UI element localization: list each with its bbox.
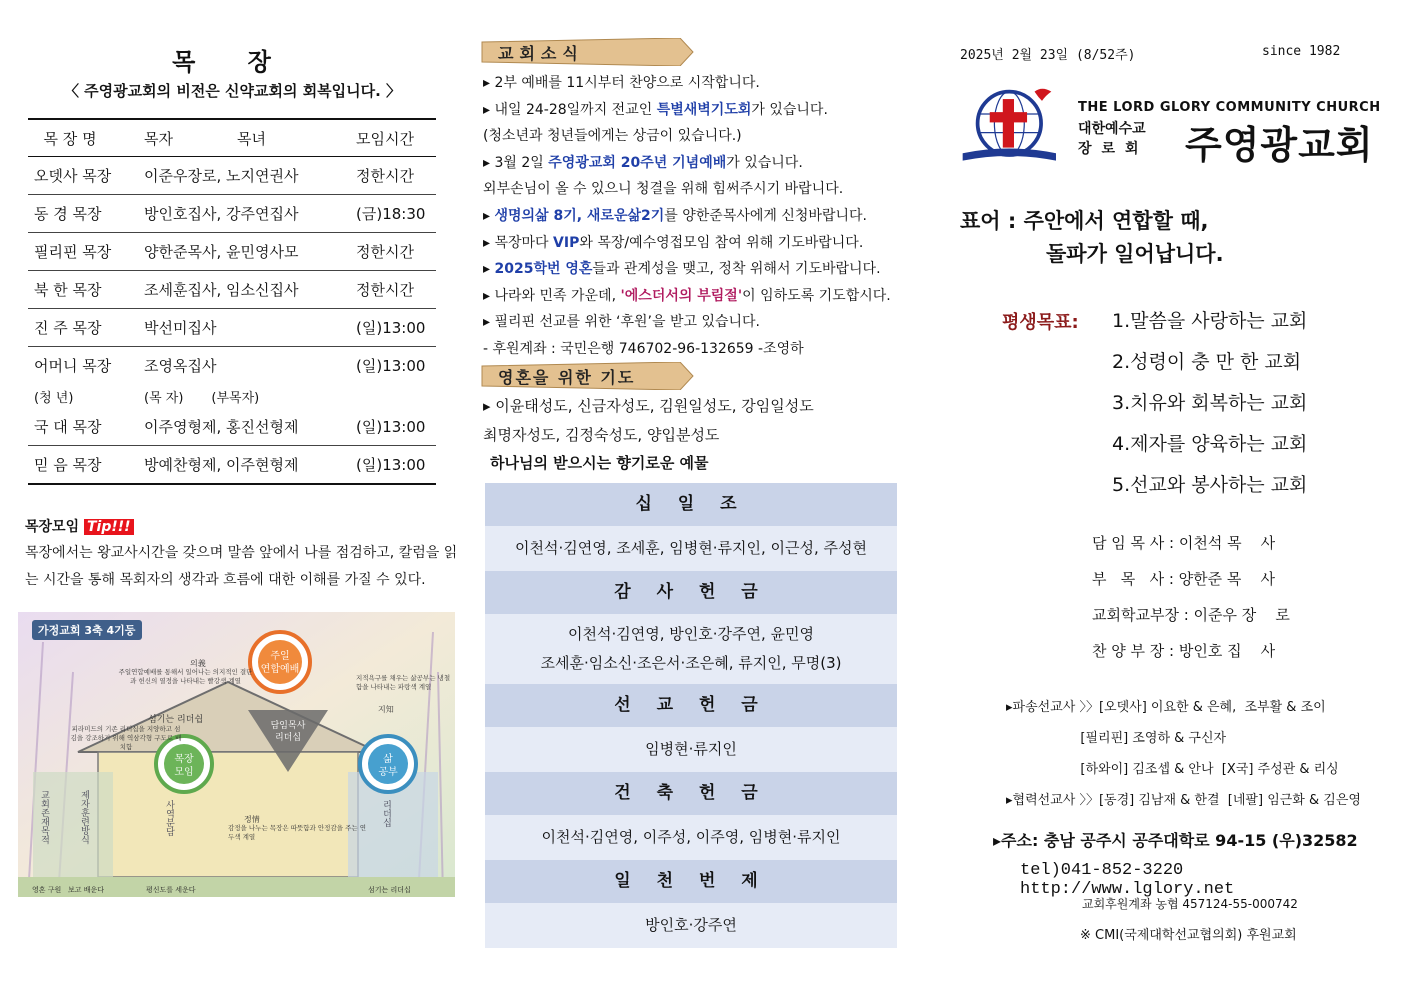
table-row: 필리핀 목장 양한준목사, 윤민영사모 정한시간 [28, 233, 436, 271]
news-item: ▸ 나라와 민족 가운데, '에스더서의 부림절'이 임하도록 기도합시다. [483, 287, 891, 304]
table-row: 진 주 목장 박선미집사 (일)13:00 [28, 309, 436, 347]
missionary-line: ▸파송선교사 〉〉[오뎃사] 이요한 & 은혜, 조부활 & 조이 [1006, 700, 1326, 715]
news-item: 외부손님이 올 수 있으니 청결을 위해 힘써주시기 바랍니다. [483, 181, 844, 198]
offering-line: 이천석·김연영, 이주성, 이주영, 임병현·류지인 [541, 828, 841, 846]
church-logo-icon [958, 86, 1070, 170]
offering-title: 일 천 번 제 [485, 860, 897, 903]
header-name: 목 장 명 [28, 119, 138, 157]
goal-item: 3.치유와 회복하는 교회 [1112, 392, 1308, 414]
note-leader: 섬기는 리더쉽 [148, 715, 204, 725]
church-name-english: THE LORD GLORY COMMUNITY CHURCH [1078, 100, 1381, 115]
note-mokjang: 감정을 나누는 목장은 따뜻함과 안정감을 주는 연두색 계열 [228, 824, 366, 841]
goal-item: 5.선교와 봉사하는 교회 [1112, 474, 1308, 496]
missionary-line: [하와이] 김조셉 & 안나 [X국] 주성관 & 리싱 [1006, 762, 1339, 777]
youth-subheader: (청 년) (목 자) (부목자) [34, 390, 260, 406]
circle-study-1: 삶 [383, 754, 393, 765]
goal-item: 1.말씀을 사랑하는 교회 [1112, 310, 1308, 332]
vision-statement: 〈 주영광교회의 비전은 신약교회의 회복입니다. 〉 [63, 82, 402, 100]
news-item: ▸ 목장마다 VIP와 목장/예수영접모임 참여 위해 기도바랍니다. [483, 234, 864, 251]
table-row: 동 경 목장 방인호집사, 강주연집사 (금)18:30 [28, 195, 436, 233]
church-address: ▸주소: 충남 공주시 공주대학로 94-15 (우)32582 [993, 831, 1358, 850]
news-item: ▸ 2부 예배를 11시부터 찬양으로 시작합니다. [483, 75, 760, 91]
note-study: 지적욕구를 채우는 삶공부는 냉철함을 나타내는 파랑색 계열 [356, 674, 451, 691]
staff-item: 찬 양 부 장 : 방인호 집 사 [1092, 642, 1276, 660]
goal-item: 2.성령이 충 만 한 교회 [1112, 351, 1302, 373]
offering-table [485, 483, 897, 948]
circle-mokjang-1: 목장 [174, 754, 194, 765]
prayer-line: 최명자성도, 김정숙성도, 양입분성도 [483, 425, 720, 444]
news-highlight: 주영광교회 20주년 기념예배 [548, 154, 727, 171]
since-year: since 1982 [1262, 44, 1341, 59]
missionary-line: ▸협력선교사 〉〉[동경] 김남재 & 한결 [네팔] 임근화 & 김은영 [1006, 793, 1361, 808]
news-item: ▸ 3월 2일 주영광교회 20주년 기념예배가 있습니다. [483, 154, 803, 171]
pillar-ministry: 사역분담 [164, 800, 174, 836]
news-banner [480, 38, 695, 66]
tip-text: 목장에서는 왕교사시간을 갖으며 말씀 앞에서 나를 점검하고, 칼럼을 읽는 시간을 통해 목회자의 생각과 흐름에 대한 이해를 가질 수 있다. [25, 545, 458, 588]
news-item: ▸ 내일 24-28일까지 전교인 특별새벽기도회가 있습니다. [483, 101, 828, 118]
circle-worship-2: 연합예배 [260, 664, 300, 675]
mokjang-table [28, 118, 436, 485]
offering-title: 십 일 조 [485, 483, 897, 526]
cmi-note: ※ CMI(국제대학선교협의회) 후원교회 [1080, 928, 1297, 943]
foot-servant: 섬기는 리더십 [368, 886, 411, 894]
table-row: 국 대 목장 이주영형제, 홍진선형제 (일)13:00 [28, 408, 436, 446]
offering-intro: 하나님의 받으시는 향기로운 예물 [490, 454, 709, 472]
motto-line1: 표어 : 주안에서 연합할 때, [960, 209, 1209, 233]
news-title: 교회소식 [498, 44, 584, 63]
church-name-korean: 주영광교회 [1185, 123, 1374, 167]
news-highlight: '에스더서의 부림절' [620, 287, 743, 304]
news-item: (청소년과 청년들에게는 상금이 있습니다.) [483, 128, 742, 145]
news-highlight: VIP [553, 234, 580, 251]
donation-account: 교회후원계좌 농협 457124-55-000742 [1082, 897, 1298, 911]
prayer-line: ▸ 이윤태성도, 신금자성도, 김원일성도, 강임일성도 [483, 397, 814, 415]
offering-line: 임병현·류지인 [645, 740, 737, 758]
news-item: ▸ 필리핀 선교를 위한 ‘후원’을 받고 있습니다. [483, 314, 760, 331]
prayer-list [483, 392, 913, 478]
missionary-list [1006, 698, 1361, 822]
offering-names [485, 727, 897, 772]
goal-list [1112, 306, 1307, 511]
pillar-discipleship: 제자훈련방식 [79, 790, 89, 844]
bulletin-date: 2025년 2월 23일 (8/52주) [960, 48, 1136, 63]
foot-learn: 보고 배운다 [68, 886, 105, 894]
table-row: 오뎃사 목장 이준우장로, 노지연권사 정한시간 [28, 157, 436, 195]
motto-line2: 돌파가 일어납니다. [1046, 242, 1224, 266]
triangle-label-2: 리더십 [274, 733, 302, 743]
goal-label: 평생목표: [1002, 312, 1079, 333]
offering-names [485, 903, 897, 948]
offering-line: 이천석·김연영, 조세훈, 임병현·류지인, 이근성, 주성현 [515, 539, 867, 557]
circle-worship-1: 주일 [270, 651, 290, 662]
prayer-banner [480, 362, 695, 390]
table-header-row [28, 119, 436, 157]
offering-title: 건 축 헌 금 [485, 772, 897, 815]
note-pyramid: 피라미드의 기존 리더십을 지양하고 섬김을 강조하기 위해 역삼각형 구도로 배치함 [70, 725, 182, 751]
denomination-line2: 장로회 [1078, 141, 1149, 157]
tip-heading [25, 516, 134, 536]
triangle-label-1: 담임목사 [270, 721, 306, 731]
news-highlight: 특별새벽기도회 [656, 101, 752, 118]
mokjang-title: 목 장 [172, 48, 293, 76]
note-worship: 주일연합예배를 통해서 일어나는 의지적인 결단과 헌신의 열정을 나타내는 빨강색 계열 [118, 668, 253, 685]
offering-line: 조세훈·임소신·조은서·조은혜, 류지인, 무명(3) [540, 654, 842, 672]
foot-salvation: 영혼 구원 [32, 886, 62, 894]
header-leaders: 목자 목녀 [138, 119, 350, 157]
circle-mokjang-2: 모임 [174, 767, 194, 778]
news-list [483, 70, 913, 363]
staff-item: 교회학교부장 : 이준우 장 로 [1092, 606, 1290, 624]
note-ui: 의義 [190, 659, 206, 668]
pillar-purpose: 교회존재목적 [39, 790, 49, 844]
prayer-title: 영혼을 위한 기도 [498, 368, 636, 387]
diagram-tag: 가정교회 3축 4기둥 [38, 624, 136, 637]
house-church-diagram [18, 612, 455, 897]
table-row: 어머니 목장 조영옥집사 (일)13:00 [34, 357, 426, 375]
note-ji: 지知 [378, 705, 394, 714]
denomination-line1: 대한예수교 [1078, 121, 1146, 137]
foot-laity: 평신도를 세운다 [146, 886, 196, 894]
pillar-leadership: 리더십 [381, 800, 391, 827]
news-item: ▸ 생명의삶 8기, 새로운삶2기를 양한준목사에게 신청바랍니다. [483, 207, 867, 224]
circle-study-2: 공부 [378, 767, 398, 778]
church-contact[interactable]: tel)041-852-3220 http://www.lglory.net [1020, 861, 1235, 899]
header-time: 모임시간 [350, 119, 436, 157]
news-item: ▸ 2025학번 영혼들과 관계성을 맺고, 정착 위해서 기도바랍니다. [483, 261, 881, 278]
tip-label: 목장모임 [25, 519, 80, 535]
news-item: - 후원계좌 : 국민은행 746702-96-132659 -조영하 [483, 340, 804, 357]
offering-line: 이천석·김연영, 방인호·강주연, 윤민영 [568, 625, 814, 643]
table-row: 북 한 목장 조세훈집사, 임소신집사 정한시간 [28, 271, 436, 309]
tip-badge: Tip!!! [84, 519, 134, 535]
offering-names [485, 526, 897, 571]
news-highlight: 생명의삶 8기, 새로운삶2기 [494, 207, 665, 224]
missionary-line: [필리핀] 조영하 & 구신자 [1006, 731, 1227, 746]
offering-title: 감 사 헌 금 [485, 571, 897, 614]
offering-title: 선 교 헌 금 [485, 684, 897, 727]
offering-names [485, 815, 897, 860]
note-jeong: 정情 [244, 815, 260, 824]
offering-names [485, 614, 897, 684]
table-row: 믿 음 목장 방예찬형제, 이주현형제 (일)13:00 [28, 446, 436, 485]
staff-item: 담 임 목 사 : 이천석 목 사 [1092, 534, 1276, 552]
staff-item: 부 목 사 : 양한준 목 사 [1092, 570, 1275, 588]
news-highlight: 2025학번 영혼 [494, 261, 593, 278]
staff-list [1092, 530, 1290, 674]
offering-line: 방인호·강주연 [645, 916, 737, 934]
goal-item: 4.제자를 양육하는 교회 [1112, 433, 1308, 455]
